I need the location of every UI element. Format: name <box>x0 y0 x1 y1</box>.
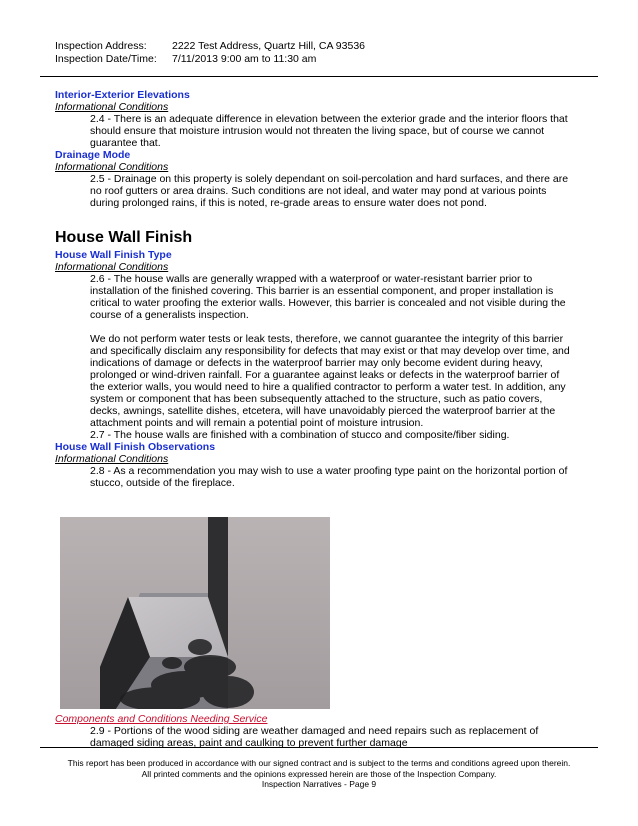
item-2-7: 2.7 - The house walls are finished with a combination of stucco and composite/fiber siding. <box>90 429 510 441</box>
page-footer <box>0 758 638 790</box>
wall-finish-type-title: House Wall Finish Type <box>55 249 172 261</box>
stucco-wall-photo <box>60 517 330 709</box>
item-2-8: 2.8 - As a recommendation you may wish to use a water proofing type paint on the horizontal portion of stucco, outside of the fireplace. <box>90 465 568 489</box>
address-value: 2222 Test Address, Quartz Hill, CA 93536 <box>172 40 365 52</box>
report-body <box>55 89 575 749</box>
date-row <box>55 53 365 66</box>
elevations-title: Interior-Exterior Elevations <box>55 89 190 101</box>
date-label: Inspection Date/Time: <box>55 53 157 65</box>
inspection-header <box>55 40 365 66</box>
footer-opinion-note: All printed comments and the opinions expressed herein are those of the Inspection Company. <box>141 768 497 779</box>
footer-divider <box>40 747 598 748</box>
item-2-6-disclaimer: We do not perform water tests or leak tests, therefore, we cannot guarantee the integrity of this barrier and specifically disclaim any responsibility for defects that may exist or that may develop over time, and indications of damage or defects in the waterproof barrier may only become evident during heavy, prolonged or wind-driven rainfall. For a guarantee against leaks or defects in the waterproof barrier of the exterior walls, you would need to hire a qualified contractor to perform a water test. In addition, any system or component that has been subsequently attached to the structure, such as patio covers, decks, awnings, satellite dishes, etcetera, will have unavoidably pierced the waterproof barrier at the attachment points and will remain a potential point of moisture intrusion. <box>90 333 570 429</box>
wall-type-info-label: Informational Conditions <box>55 261 169 273</box>
header-divider <box>40 76 598 77</box>
drainage-info-label: Informational Conditions <box>55 161 169 173</box>
address-row <box>55 40 365 53</box>
item-2-5: 2.5 - Drainage on this property is solely dependant on soil-percolation and hard surfaces, and there are no roof gutters or area drains. Such conditions are not ideal, and water may pond at various points during prolonged rains, if this is noted, re-grade areas to ensure water does not pond. <box>90 173 569 209</box>
service-needed-title: Components and Conditions Needing Service <box>55 713 268 725</box>
item-2-4: 2.4 - There is an adequate difference in elevation between the exterior grade and the interior floors that should ensure that moisture intrusion would not threaten the living space, but of course we cannot guarantee that. <box>90 113 568 149</box>
footer-page-number: Inspection Narratives - Page 9 <box>261 779 377 789</box>
wall-finish-observations-title: House Wall Finish Observations <box>55 441 216 453</box>
paragraph-gap <box>55 321 575 333</box>
item-2-9: 2.9 - Portions of the wood siding are weather damaged and need repairs such as replacement of damaged siding areas, paint and caulking to prevent further damage <box>90 725 539 749</box>
observations-info-label: Informational Conditions <box>55 453 169 465</box>
item-2-6: 2.6 - The house walls are generally wrapped with a waterproof or water-resistant barrier prior to installation of the finished covering. This barrier is an essential component, and proper installation is critical to water proofing the exterior walls. However, this barrier is concealed and not visible during the course of a generalists inspection. <box>90 273 566 321</box>
wall-finish-heading: House Wall Finish <box>55 229 193 246</box>
address-label: Inspection Address: <box>55 40 147 52</box>
drainage-title: Drainage Mode <box>55 149 131 161</box>
date-value: 7/11/2013 9:00 am to 11:30 am <box>172 53 317 65</box>
footer-contract-note: This report has been produced in accordance with our signed contract and is subject to the terms and conditions agreed upon therein. <box>67 758 571 768</box>
elevations-info-label: Informational Conditions <box>55 101 169 113</box>
